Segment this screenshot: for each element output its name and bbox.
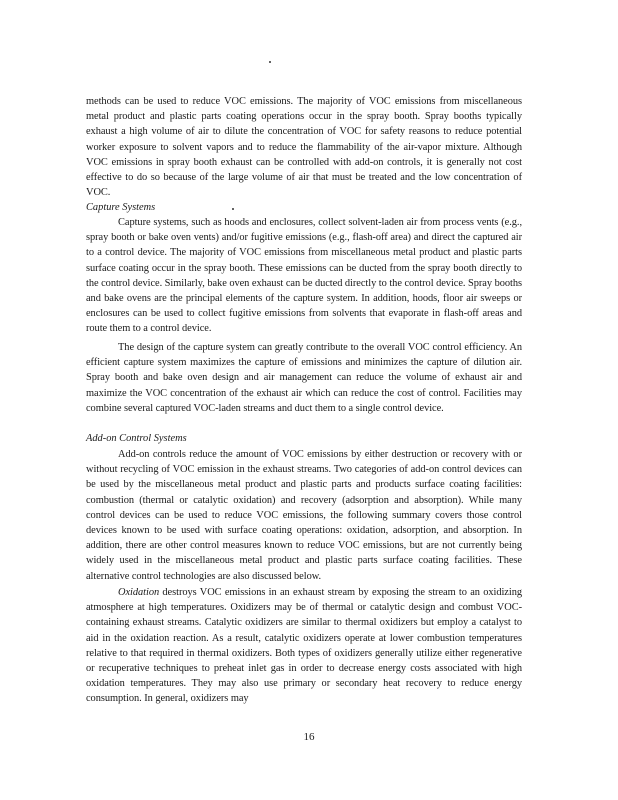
addon-control-paragraph: Add-on controls reduce the amount of VOC emissions by either destruction or recovery with or without recycling of VOC emission in the exhaust streams. Two categories of add-on control devices can be used by the miscellaneous metal product and plastic parts and products surface coating facilities: combustion (thermal or catalytic oxidation) and recovery (adsorption and absorption). While many control devices can be used to reduce VOC emissions, the following summary covers those control devices known to be used with surface coating operations: oxidation, adsorption, and absorption. In addition, there are other control measures known to reduce VOC emissions, but are not currently being widely used in the miscellaneous metal product and plastic parts surface coating facilities. These alternative control technologies are also discussed below. [86,449,522,582]
scan-speck [232,208,234,210]
oxidation-term: Oxidation [118,587,160,598]
capture-systems-paragraph-1: Capture systems, such as hoods and enclosures, collect solvent-laden air from process vents (e.g., spray booth or bake oven vents) and/or fugitive emissions (e.g., flash-off area) and direct the captured air to a control device. The majority of VOC emissions from miscellaneous metal product and plastic parts surface coating occur in the spray booth. These emissions can be ducted from the spray booth directly to the control device. Similarly, bake oven exhaust can be ducted directly to the control device. Spray booths and bake ovens are the principal elements of the capture system. In addition, hoods, floor air sweeps or enclosures can be used to collect fugitive emissions from solvents that evaporate in flash-off areas and route them to a control device. [86,217,522,335]
page-number: 16 [303,731,315,743]
oxidation-paragraph [86,585,522,707]
capture-systems-paragraph-2: The design of the capture system can greatly contribute to the overall VOC control efficiency. An efficient capture system maximizes the capture of emissions and minimizes the capture of dilution air. Spray booth and bake oven design and air management can reduce the volume of exhaust air and maximize the VOC concentration of the exhaust air which can reduce the cost of control. Facilities may combine several captured VOC-laden streams and duct them to a single control device. [86,342,522,414]
addon-control-systems-heading: Add-on Control Systems [86,433,187,444]
intro-paragraph: methods can be used to reduce VOC emissions. The majority of VOC emissions from miscellaneous metal product and plastic parts coating operations occur in the spray booth. Spray booths typically exhaust a high volume of air to dilute the concentration of VOC for safety reasons to reduce potential worker exposure to solvent vapors and to reduce the flammability of the air-vapor mixture. Although VOC emissions in spray booth exhaust can be controlled with add-on controls, it is generally not cost effective to do so because of the large volume of air that must be treated and the low concentration of VOC. [86,96,522,199]
oxidation-text: destroys VOC emissions in an exhaust stream by exposing the stream to an oxidizing atmosphere at high temperatures. Oxidizers may be of thermal or catalytic design and combust VOC-containing exhaust streams. Catalytic oxidizers are similar to thermal oxidizers but employ a catalyst to aid in the oxidation reaction. As a result, catalytic oxidizers operate at lower combustion temperatures relative to that required in thermal oxidizers. Both types of oxidizers generally utilize either regenerative or recuperative techniques to preheat inlet gas in order to decrease energy costs associated with high oxidation temperatures. They may also use primary or secondary heat recovery to reduce energy consumption. In general, oxidizers may [86,587,522,705]
scan-speck [269,61,271,63]
capture-systems-heading: Capture Systems [86,202,156,213]
